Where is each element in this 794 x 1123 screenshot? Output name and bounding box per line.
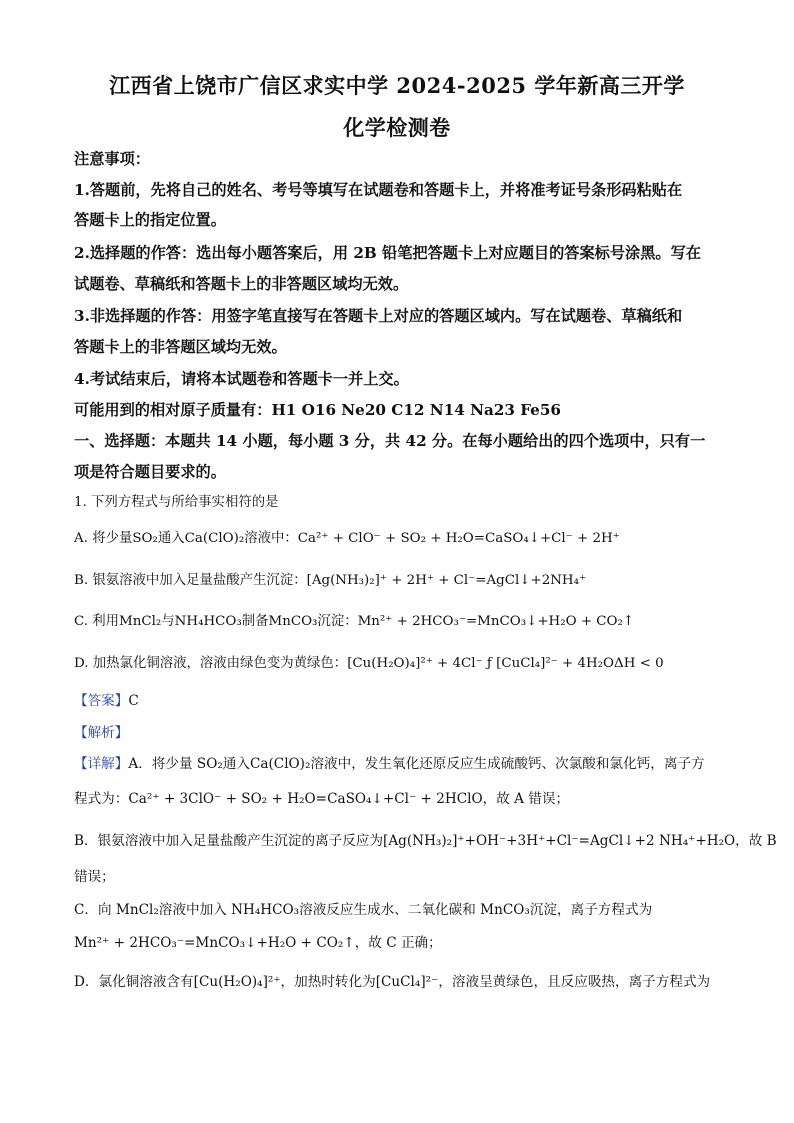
notice-line: 试题卷、草稿纸和答题卡上的非答题区域均无效。 <box>74 275 409 293</box>
answer-value: C <box>128 693 139 709</box>
exam-title-line1: 江西省上饶市广信区求实中学 2024-2025 学年新高三开学 <box>109 73 685 98</box>
detail-label: 【详解】 <box>74 756 129 772</box>
detail-line: D．氯化铜溶液含有[Cu(H₂O)₄]²⁺，加热时转化为[CuCl₄]²⁻，溶液呈黄绿色，且反应吸热，离子方程式为 <box>74 974 711 990</box>
notice-line: 答题卡上的指定位置。 <box>74 211 226 229</box>
notice-line: 3.非选择题的作答：用签字笔直接写在答题卡上对应的答题区域内。写在试题卷、草稿纸和 <box>74 307 683 325</box>
detail-line: Mn²⁺ + 2HCO₃⁻=MnCO₃↓+H₂O + CO₂↑，故 C 正确； <box>74 935 442 951</box>
notice-line: 答题卡上的非答题区域均无效。 <box>74 338 287 356</box>
answer-line <box>74 690 724 712</box>
detail-line: 程式为：Ca²⁺ + 3ClO⁻ + SO₂ + H₂O=CaSO₄↓+Cl⁻ + 2HClO，故 A 错误； <box>74 791 570 807</box>
option-a: A. 将少量SO₂通入Ca(ClO)₂溶液中：Ca²⁺ + ClO⁻ + SO₂ + H₂O=CaSO₄↓+Cl⁻ + 2H⁺ <box>74 531 620 546</box>
notice-line: 4.考试结束后，请将本试题卷和答题卡一并上交。 <box>74 370 409 388</box>
detail-line: 错误； <box>74 869 115 885</box>
option-b: B. 银氨溶液中加入足量盐酸产生沉淀：[Ag(NH₃)₂]⁺ + 2H⁺ + Cl⁻=AgCl↓+2NH₄⁺ <box>74 573 587 588</box>
analysis-label: 【解析】 <box>74 725 129 741</box>
notice-line: 2.选择题的作答：选出每小题答案后，用 2B 铅笔把答题卡上对应题目的答案标号涂黑。写在 <box>74 244 701 262</box>
detail-line <box>74 753 724 775</box>
answer-label: 【答案】 <box>74 693 129 709</box>
section-heading: 一、选择题：本题共 14 小题，每小题 3 分，共 42 分。在每小题给出的四个选项中，只有一 <box>74 432 706 450</box>
detail-line: B．银氨溶液中加入足量盐酸产生沉淀的离子反应为[Ag(NH₃)₂]⁺+OH⁻+3H⁺+Cl⁻=AgCl↓+2 NH₄⁺+H₂O，故 B <box>74 833 777 849</box>
question-stem: 1. 下列方程式与所给事实相符的是 <box>74 495 279 510</box>
option-d: D. 加热氯化铜溶液，溶液由绿色变为黄绿色：[Cu(H₂O)₄]²⁺ + 4Cl⁻ ƒ [CuCl₄]²⁻ + 4H₂OΔH < 0 <box>74 656 664 671</box>
notice-line: 1.答题前，先将自己的姓名、考号等填写在试题卷和答题卡上，并将准考证号条形码粘贴在 <box>74 181 683 199</box>
exam-title-line2: 化学检测卷 <box>343 115 451 140</box>
detail-text: A．将少量 SO₂通入Ca(ClO)₂溶液中，发生氧化还原反应生成硫酸钙、次氯酸和氯化钙，离子方 <box>128 756 705 772</box>
option-c: C. 利用MnCl₂与NH₄HCO₃制备MnCO₃沉淀：Mn²⁺ + 2HCO₃⁻=MnCO₃↓+H₂O + CO₂↑ <box>74 614 635 629</box>
notice-heading: 注意事项： <box>74 150 150 168</box>
detail-line: C．向 MnCl₂溶液中加入 NH₄HCO₃溶液反应生成水、二氧化碳和 MnCO₃沉淀，离子方程式为 <box>74 902 653 918</box>
section-heading-cont: 项是符合题目要求的。 <box>74 463 226 481</box>
atomic-masses: 可能用到的相对原子质量有：H1 O16 Ne20 C12 N14 Na23 Fe56 <box>74 401 561 419</box>
